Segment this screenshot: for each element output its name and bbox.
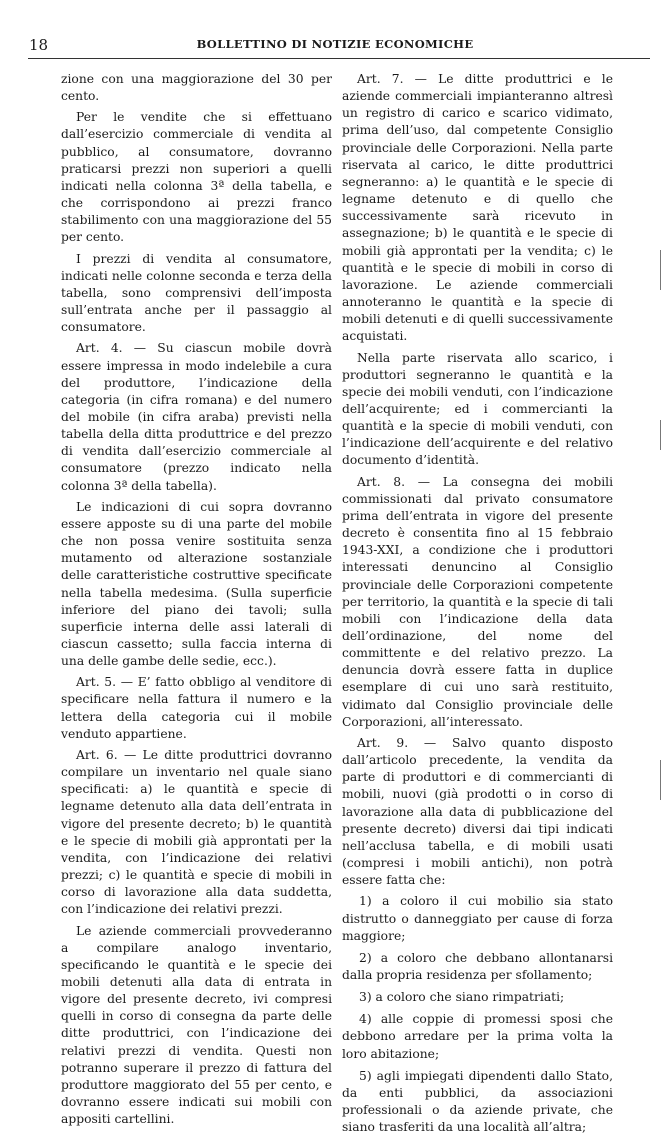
paragraph: Le aziende commerciali provvederanno a compilare analogo inventario, specificando le quantità e le specie dei mobili detenuti alla data di entrata in vigore del presente decreto, ivi compresi quelli in corso di consegna da parte delle ditte produttrici, con l’indicazione dei relativi prezzi di vendita. Questi non potranno superare il prezzo di fattura del produttore maggiorato del 55 per cento, e dovranno essere indicati sui mobili con appositi cartellini. xyxy=(61,923,332,1127)
list-item: 1) a coloro il cui mobilio sia stato distrutto o danneggiato per cause di forza maggiore; xyxy=(342,894,613,943)
article-6: Art. 6. — Le ditte produttrici dovranno compilare un inventario nel quale siano specificati: a) le quantità e specie di legname detenuto alla data dell’entrata in vigore del presente decreto; b) le quantità e le specie di mobili già approntati per la vendita, con l’indicazione dei relativi prezzi; c) le quantità e specie di mobili in corso di lavorazione alla data suddetta, con l’indicazione dei relativi prezzi. xyxy=(61,747,332,917)
right-column xyxy=(342,71,613,1141)
page-number: 18 xyxy=(29,36,49,54)
list-item: 5) agli impiegati dipendenti dallo Stato, da enti pubblici, da associazioni professionali o da aziende private, che siano trasferiti da una località all’altra; xyxy=(342,1068,613,1135)
scan-edge-mark xyxy=(660,760,661,800)
header-rule xyxy=(28,58,650,59)
paragraph: I prezzi di vendita al consumatore, indicati nelle colonne seconda e terza della tabella, sono comprensivi dell’imposta sull’entrata anche per il passaggio al consumatore. xyxy=(61,251,332,335)
paragraph: Le indicazioni di cui sopra dovranno essere apposte su di una parte del mobile che non possa venire sostituita senza mutamento od alterazione sostanziale delle caratteristiche costruttive specificate nella tabella medesima. (Sulla superficie inferiore del piano dei tavoli; sulla superficie interna delle assi laterali di ciascun cassetto; sulla faccia interna di una delle gambe delle sedie, ecc.). xyxy=(61,499,332,669)
paragraph: zione con una maggiorazione del 30 per cento. xyxy=(61,72,332,104)
list-item: 4) alle coppie di promessi sposi che debbono arredare per la prima volta la loro abitazione; xyxy=(342,1012,613,1061)
article-8: Art. 8. — La consegna dei mobili commissionati dal privato consumatore prima dell’entrata in vigore del presente decreto è consentita fino al 15 febbraio 1943-XXI, a condizione che i produttori interessati denuncino al Consiglio provinciale delle Corporazioni competente per territorio, la quantità e la specie di tali mobili con l’indicazione della data dell’ordinazione, del nome del committente e del relativo prezzo. La denuncia dovrà essere fatta in duplice esemplare di cui uno sarà restituito, vidimato dal Consiglio provinciale delle Corporazioni, all’interessato. xyxy=(342,474,613,729)
article-9: Art. 9. — Salvo quanto disposto dall’articolo precedente, la vendita da parte di produttori e di commercianti di mobili, nuovi (già prodotti o in corso di lavorazione alla data di pubblicazione del presente decreto) diversi dai tipi indicati nell’acclusa tabella, e di mobili usati (compresi i mobili antichi), non potrà essere fatta che: xyxy=(342,735,613,888)
article-4: Art. 4. — Su ciascun mobile dovrà essere impressa in modo indelebile a cura del produttore, l’indicazione della categoria (in cifra romana) e del numero del mobile (in cifra araba) previsti nella tabella della ditta produttrice e del prezzo di vendita dall’esercizio commerciale al consumatore (prezzo indicato nella colonna 3ª della tabella). xyxy=(61,341,332,493)
scan-edge-mark xyxy=(660,250,661,290)
list-item: 2) a coloro che debbano allontanarsi dalla propria residenza per sfollamento; xyxy=(342,950,613,982)
left-column xyxy=(61,71,332,1132)
running-title: BOLLETTINO DI NOTIZIE ECONOMICHE xyxy=(196,37,474,51)
list-item: 3) a coloro che siano rimpatriati; xyxy=(359,990,565,1005)
paragraph: Nella parte riservata allo scarico, i produttori segneranno le quantità e la specie dei mobili venduti, con l’indicazione dell’acquirente; ed i commercianti la quantità e la specie di mobili venduti, con l’indicazione dell’acquirente e del relativo documento d’identità. xyxy=(342,350,613,468)
article-5: Art. 5. — E’ fatto obbligo al venditore di specificare nella fattura il numero e la lettera della categoria cui il mobile venduto appartiene. xyxy=(61,675,332,741)
article-7: Art. 7. — Le ditte produttrici e le aziende commerciali impianteranno altresì un registro di carico e scarico vidimato, prima dell’uso, dal competente Consiglio provinciale delle Corporazioni. Nella parte riservata al carico, le ditte produttrici segneranno: a) le quantità e le specie di legname detenuto e di quello che successivamente sarà ricevuto in assegnazione; b) le quantità e le specie di mobili già approntati per la vendita; c) le quantità e le specie di mobili in corso di lavorazione. Le aziende commerciali annoteranno le quantità e la specie di mobili detenuti e di quelli successivamente acquistati. xyxy=(342,72,613,344)
paragraph: Per le vendite che si effettuano dall’esercizio commerciale di vendita al pubblico, al consumatore, dovranno praticarsi prezzi non superiori a quelli indicati nella colonna 3ª della tabella, e che corrispondono ai prezzi franco stabilimento con una maggiorazione del 55 per cento. xyxy=(61,110,332,245)
scan-edge-mark xyxy=(660,420,661,450)
